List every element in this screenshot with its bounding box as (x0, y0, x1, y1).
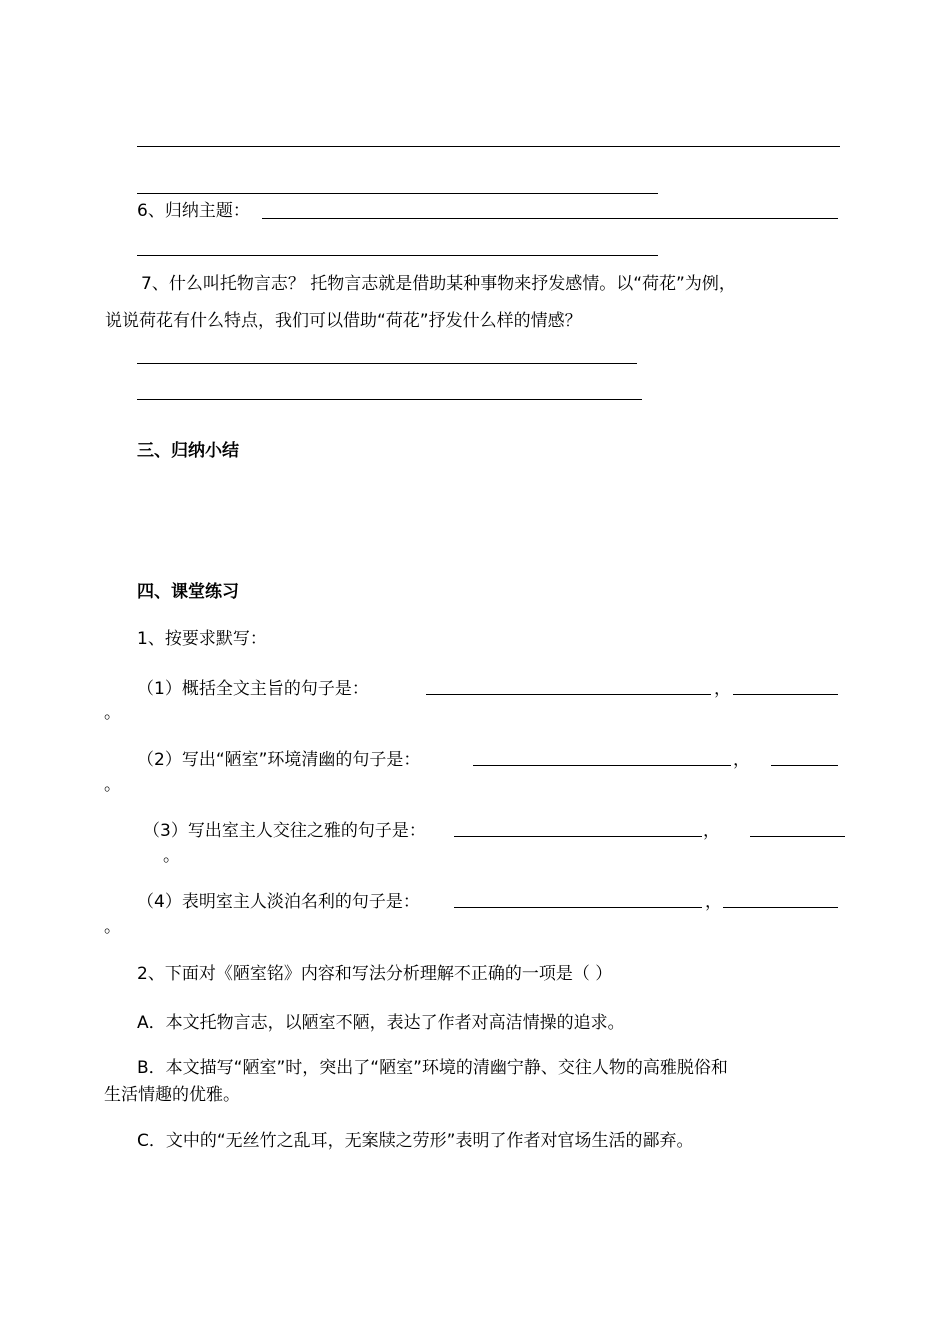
q1-item-4-comma: ， (705, 892, 722, 912)
q1-item-1-period: 。 (104, 703, 121, 723)
section-3-title: 三、归纳小结 (137, 441, 239, 461)
q2-option-c: C．文中的“无丝竹之乱耳，无案牍之劳形”表明了作者对官场生活的鄙弃。 (137, 1131, 694, 1151)
q7-answer-line[interactable] (137, 363, 637, 364)
q1-item-3-comma: ， (703, 821, 720, 841)
q1-item-1-comma: ， (714, 679, 731, 699)
q1-label: 1、按要求默写： (137, 629, 267, 649)
q1-item-3-blank-1[interactable] (454, 836, 702, 837)
q7-line2: 说说荷花有什么特点，我们可以借助“荷花”抒发什么样的情感？ (105, 311, 582, 331)
q1-item-2-blank-2[interactable] (771, 765, 838, 766)
q1-item-2-blank-1[interactable] (473, 765, 731, 766)
q1-item-1-blank-2[interactable] (733, 694, 838, 695)
q1-item-4-blank-1[interactable] (454, 907, 702, 908)
q7-answer-line[interactable] (137, 399, 642, 400)
answer-line[interactable] (137, 193, 658, 194)
q2-option-b-line1: B．本文描写“陋室”时，突出了“陋室”环境的清幽宁静、交往人物的高雅脱俗和 (137, 1058, 728, 1078)
q2-option-b-line2: 生活情趣的优雅。 (104, 1085, 240, 1105)
q1-item-3-blank-2[interactable] (750, 836, 845, 837)
q1-item-4: （4）表明室主人淡泊名利的句子是： (137, 892, 420, 912)
answer-line[interactable] (137, 255, 658, 256)
q1-item-1-blank-1[interactable] (426, 694, 711, 695)
q6-label: 6、归纳主题： (137, 201, 250, 221)
q2-option-a: A．本文托物言志，以陋室不陋，表达了作者对高洁情操的追求。 (137, 1013, 625, 1033)
q1-item-2-comma: ， (733, 750, 750, 770)
q7-line1: 7、什么叫托物言志？ 托物言志就是借助某种事物来抒发感情。以“荷花”为例， (141, 274, 736, 294)
q1-item-1: （1）概括全文主旨的句子是： (137, 679, 369, 699)
q1-item-3: （3）写出室主人交往之雅的句子是： (143, 821, 426, 841)
q1-item-2: （2）写出“陋室”环境清幽的句子是： (137, 750, 421, 770)
section-4-title: 四、课堂练习 (137, 582, 239, 602)
answer-line[interactable] (137, 146, 840, 147)
q2-stem: 2、下面对《陋室铭》内容和写法分析理解不正确的一项是（ ） (137, 964, 613, 984)
q1-item-2-period: 。 (104, 775, 121, 795)
q6-answer-line[interactable] (262, 218, 838, 219)
q1-item-4-period: 。 (104, 917, 121, 937)
q1-item-4-blank-2[interactable] (723, 907, 838, 908)
q1-item-3-period: 。 (163, 846, 180, 866)
